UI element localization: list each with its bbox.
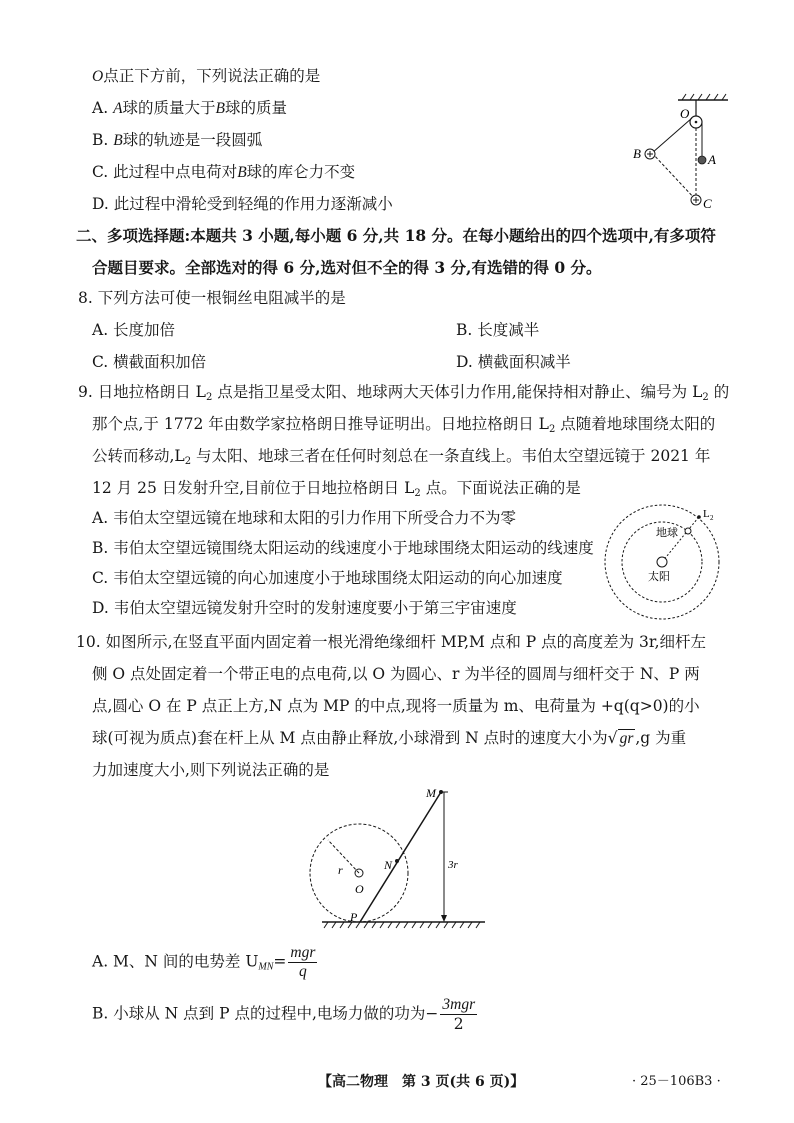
q7-a-letter: A. (92, 99, 109, 117)
q9-line3 (92, 446, 710, 472)
label-r: r (338, 863, 343, 877)
q9-l3b: 与太阳、地球三者在任何时刻总在一条直线上。韦伯太空望远镜于 2021 年 (191, 447, 711, 465)
q7-a-p2: 球的质量大于 (122, 99, 216, 117)
q7-c-p2: B (237, 164, 247, 181)
q10-a-pre: A. M、N 间的电势差 U (92, 952, 259, 971)
q7-point-o: O (92, 68, 104, 85)
q9-l2-sub: 2 (548, 424, 556, 435)
q7-option-c (92, 162, 355, 183)
q8-option-d: D. 横截面积减半 (456, 353, 571, 371)
q9-line2 (92, 414, 715, 440)
footer-page-info: 【高二物理 第 3 页(共 6 页)】 (318, 1074, 525, 1090)
q10-line2: 侧 O 点处固定着一个带正电的点电荷,以 O 为圆心、r 为半径的圆周与细杆交于 N、P 两 (92, 665, 700, 683)
q10-a-sub: MN (258, 961, 274, 973)
q9-l4b: 点。下面说法正确的是 (420, 479, 581, 497)
point-n (395, 859, 399, 863)
q9-option-b: B. 韦伯太空望远镜围绕太阳运动的线速度小于地球围绕太阳运动的线速度 (92, 539, 594, 557)
label-n: N (384, 858, 393, 872)
q9-l1c: 的 (708, 383, 730, 401)
earth (685, 528, 691, 534)
q7-b-letter: B. (92, 131, 109, 149)
q7-option-d (92, 194, 393, 214)
string-to-b (652, 118, 692, 153)
q7-a-p3: B (215, 100, 226, 117)
sqrt-sign: √ (607, 729, 618, 747)
q7-stem-tail (92, 66, 320, 87)
q10-rod-figure (300, 782, 490, 932)
footer-code: · 25－106B3 · (632, 1074, 721, 1089)
q10-a-num: mgr (290, 944, 316, 961)
label-m: M (426, 786, 436, 800)
rod-mp (360, 792, 441, 922)
q10-a-fraction (288, 944, 317, 981)
ball-a (698, 156, 706, 164)
q9-l1-sub: 2 (205, 392, 213, 403)
q10-b-pre: B. 小球从 N 点到 P 点的过程中,电场力做的功为− (92, 1004, 439, 1023)
q8-option-c: C. 横截面积加倍 (92, 353, 207, 371)
label-p: P (350, 910, 358, 924)
q10-b-num: 3mgr (442, 996, 476, 1013)
label-earth: 地球 (656, 527, 678, 539)
q9-l1b: 点是指卫星受太阳、地球两大天体引力作用,能保持相对静止、编号为 L (212, 383, 703, 401)
q7-c-letter: C. (92, 163, 109, 181)
q7-c-p1: 此过程中点电荷对 (113, 163, 238, 181)
pulley-center (695, 121, 698, 124)
radius-line (328, 840, 359, 873)
q10-line1: 10. 如图所示,在竖直平面内固定着一根光滑绝缘细杆 MP,M 点和 P 点的高度差为 3r,细杆左 (76, 633, 707, 651)
label-l2: L (703, 508, 710, 520)
q10-a-eq: = (273, 952, 287, 971)
q9-orbit-figure (600, 500, 724, 620)
q9-l4a: 12 月 25 日发射升空,目前位于日地拉格朗日 L (92, 479, 415, 497)
q7-option-b (92, 130, 262, 151)
q10-line4 (92, 728, 686, 749)
q10-b-fraction (440, 996, 477, 1033)
q9-l1-sub2: 2 (702, 392, 709, 403)
q9-line4 (92, 478, 581, 504)
q7-stem-text: 点正下方前，下列说法正确的是 (103, 67, 321, 85)
label-b: B (633, 146, 641, 161)
q10-option-b (92, 996, 477, 1033)
l2-point (697, 515, 701, 519)
q10-a-den: q (299, 963, 307, 980)
q9-l1a: 9. 日地拉格朗日 L (78, 383, 206, 401)
q9-line1 (78, 382, 729, 408)
q7-b-p2: 球的轨迹是一段圆弧 (122, 131, 263, 149)
q9-l4-sub: 2 (414, 488, 421, 499)
section2-line1: 二、多项选择题:本题共 3 小题,每小题 6 分,共 18 分。在每小题给出的四个选项中,有多项符 (76, 226, 716, 245)
q7-b-p1: B (113, 132, 123, 149)
q9-l3a: 公转而移动,L (92, 447, 185, 465)
ceiling (678, 94, 728, 100)
q10-sqrt-gr: gr (619, 730, 634, 747)
q9-option-a: A. 韦伯太空望远镜在地球和太阳的引力作用下所受合力不为零 (92, 509, 517, 527)
label-l2-sub: 2 (710, 514, 714, 522)
q7-pulley-figure (628, 92, 728, 217)
q10-l4a: 球(可视为质点)套在杆上从 M 点由静止释放,小球滑到 N 点时的速度大小为 (92, 729, 608, 747)
label-a: A (708, 152, 716, 167)
q7-a-p4: 球的质量 (225, 99, 288, 117)
q10-b-den: 2 (453, 1015, 464, 1033)
q7-d-p1: 此过程中滑轮受到轻绳的作用力逐渐减小 (113, 195, 393, 213)
q9-option-d: D. 韦伯太空望远镜发射升空时的发射速度要小于第三宇宙速度 (92, 599, 517, 617)
q10-l4b: ,g 为重 (635, 729, 687, 747)
height-arrow (441, 915, 447, 922)
q7-option-a (92, 98, 287, 119)
dashed-bc (652, 153, 696, 200)
q9-l2a: 那个点,于 1772 年由数学家拉格朗日推导证明出。日地拉格朗日 L (92, 415, 549, 433)
ground (322, 922, 485, 928)
label-c: C (703, 196, 712, 211)
q8-option-a: A. 长度加倍 (92, 321, 176, 339)
q10-line3: 点,圆心 O 在 P 点正上方,N 点为 MP 的中点,现将一质量为 m、电荷量为 +q(q>0)的小 (92, 697, 700, 715)
q10-line5: 力加速度大小,则下列说法正确的是 (92, 761, 330, 779)
q8-stem: 8. 下列方法可使一根铜丝电阻减半的是 (78, 289, 346, 307)
label-3r: 3r (448, 859, 458, 871)
label-o: O (355, 882, 364, 896)
q8-option-b: B. 长度减半 (456, 321, 540, 339)
q9-option-c: C. 韦伯太空望远镜的向心加速度小于地球围绕太阳运动的向心加速度 (92, 569, 563, 587)
q9-l3-sub: 2 (184, 456, 192, 467)
q7-c-p3: 球的库仑力不变 (246, 163, 356, 181)
q7-a-p1: A (113, 100, 123, 117)
q7-d-letter: D. (92, 195, 109, 213)
label-sun: 太阳 (648, 571, 670, 583)
sun (657, 557, 667, 567)
q9-l2b: 点随着地球围绕太阳的 (555, 415, 716, 433)
label-o: O (680, 106, 690, 121)
q10-option-a (92, 944, 317, 981)
sun-earth-l2-line (662, 518, 698, 562)
section2-line2: 合题目要求。全部选对的得 6 分,选对但不全的得 3 分,有选错的得 0 分。 (92, 258, 602, 277)
